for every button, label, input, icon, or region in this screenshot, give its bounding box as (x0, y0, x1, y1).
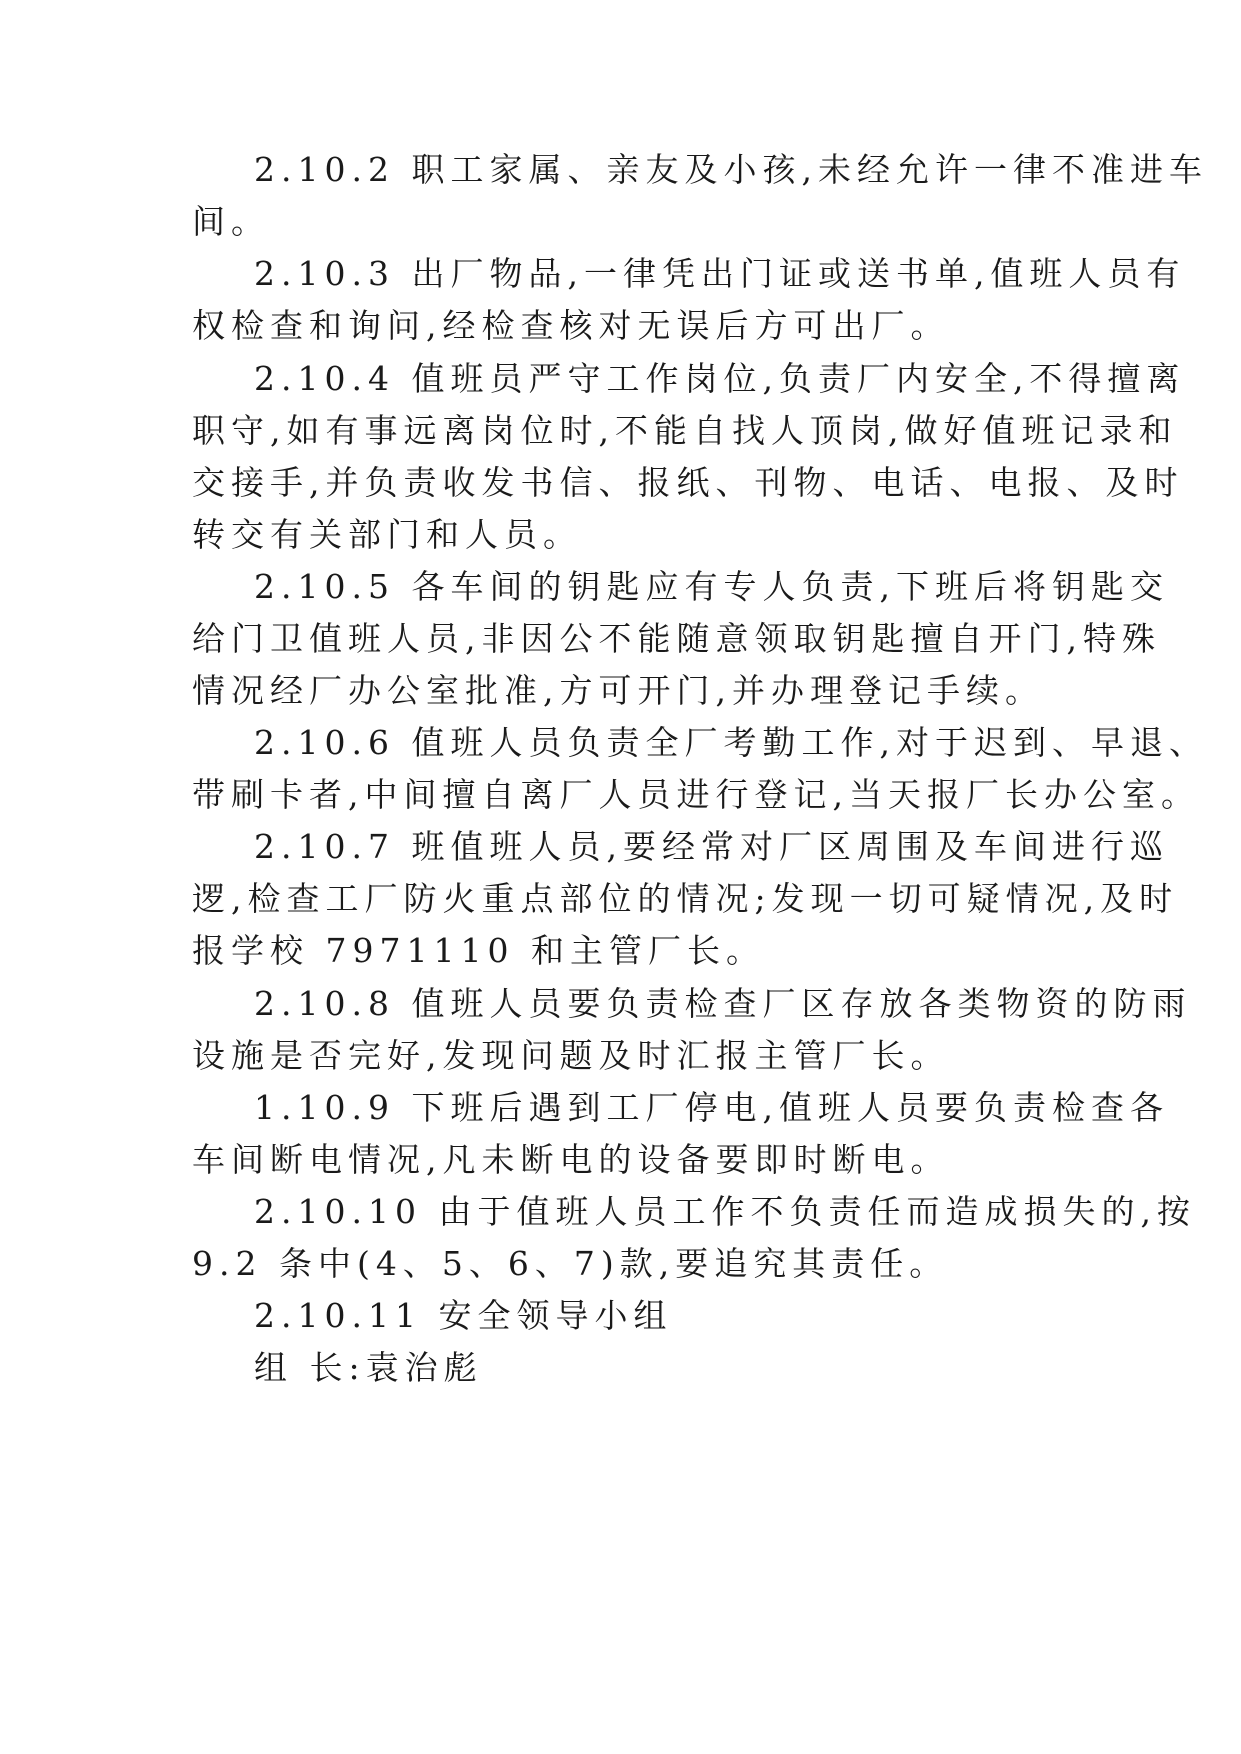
clause-2-10-4-line-1: 2.10.4 值班员严守工作岗位,负责厂内安全,不得擅离 (254, 359, 1186, 398)
clause-2-10-3-line-1: 2.10.3 出厂物品,一律凭出门证或送书单,值班人员有 (254, 254, 1186, 293)
clause-2-10-8-line-2: 设施是否完好,发现问题及时汇报主管厂长。 (192, 1036, 950, 1075)
clause-2-10-10-line-2: 9.2 条中(4、5、6、7)款,要追究其责任。 (192, 1244, 949, 1283)
clause-2-10-5-line-1: 2.10.5 各车间的钥匙应有专人负责,下班后将钥匙交 (254, 567, 1169, 606)
clause-1-10-9-line-2: 车间断电情况,凡未断电的设备要即时断电。 (192, 1140, 950, 1179)
clause-2-10-7-line-2: 逻,检查工厂防火重点部位的情况;发现一切可疑情况,及时 (192, 879, 1179, 918)
clause-2-10-7-line-3: 报学校 7971110 和主管厂长。 (192, 931, 765, 970)
clause-2-10-4-line-2: 职守,如有事远离岗位时,不能自找人顶岗,做好值班记录和 (192, 411, 1178, 450)
clause-2-10-6-line-2: 带刷卡者,中间擅自离厂人员进行登记,当天报厂长办公室。 (192, 775, 1200, 814)
clause-2-10-10-line-1: 2.10.10 由于值班人员工作不负责任而造成损失的,按 (254, 1192, 1196, 1231)
clause-1-10-9-line-1: 1.10.9 下班后遇到工厂停电,值班人员要负责检查各 (254, 1088, 1169, 1127)
clause-2-10-8-line-1: 2.10.8 值班人员要负责检查厂区存放各类物资的防雨 (254, 984, 1192, 1023)
clause-2-10-6-line-1: 2.10.6 值班人员负责全厂考勤工作,对于迟到、早退、 (254, 723, 1208, 762)
clause-2-10-2-line-2: 间。 (192, 202, 270, 241)
clause-2-10-11-heading: 2.10.11 安全领导小组 (254, 1296, 673, 1335)
clause-2-10-4-line-3: 交接手,并负责收发书信、报纸、刊物、电话、电报、及时 (192, 463, 1184, 502)
clause-2-10-7-line-1: 2.10.7 班值班人员,要经常对厂区周围及车间进行巡 (254, 827, 1169, 866)
team-leader-line: 组 长:袁治彪 (254, 1348, 483, 1387)
clause-2-10-3-line-2: 权检查和询问,经检查核对无误后方可出厂。 (192, 306, 950, 345)
clause-2-10-2-line-1: 2.10.2 职工家属、亲友及小孩,未经允许一律不准进车 (254, 150, 1208, 189)
clause-2-10-5-line-3: 情况经厂办公室批准,方可开门,并办理登记手续。 (192, 671, 1044, 710)
clause-2-10-4-line-4: 转交有关部门和人员。 (192, 515, 582, 554)
clause-2-10-5-line-2: 给门卫值班人员,非因公不能随意领取钥匙擅自开门,特殊 (192, 619, 1161, 658)
